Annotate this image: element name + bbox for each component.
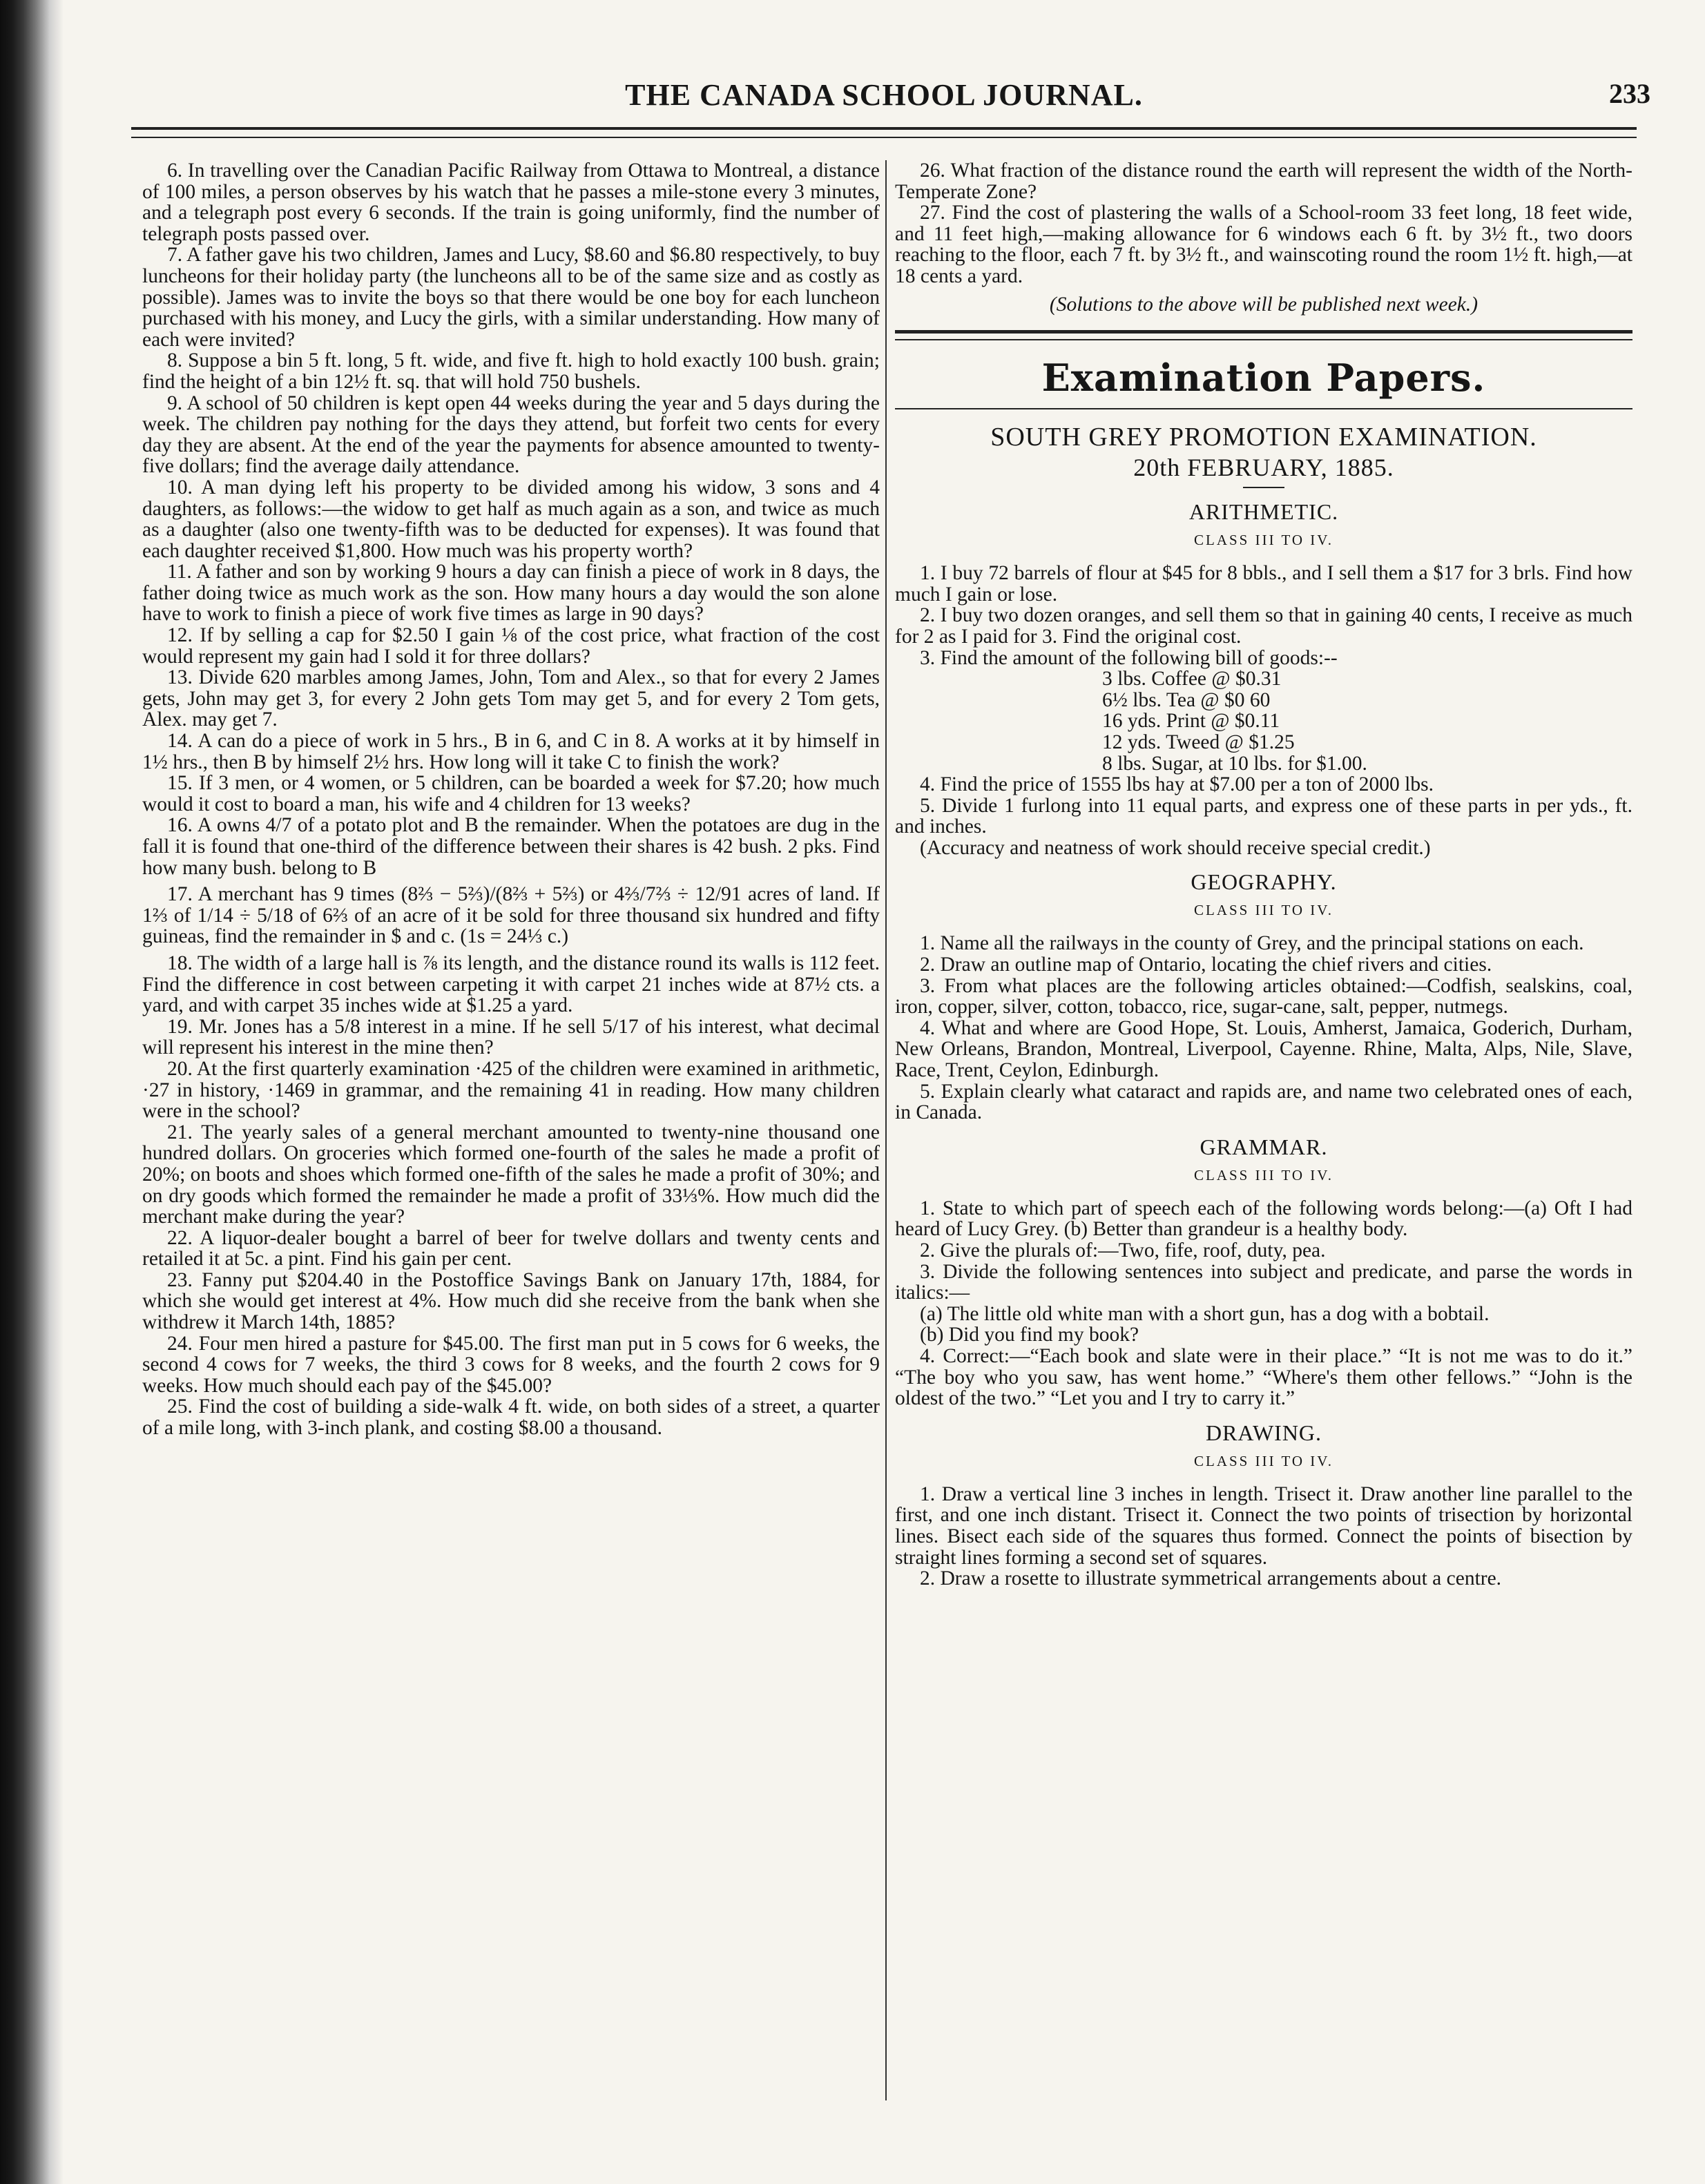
bill-item: 6½ lbs. Tea @ $0 60 bbox=[1102, 688, 1271, 711]
exam-date: 20th FEBRUARY, 1885. bbox=[1133, 454, 1394, 482]
class-label-grammar: CLASS III TO IV. bbox=[1193, 1166, 1334, 1183]
subject-arithmetic: ARITHMETIC. bbox=[1188, 499, 1339, 525]
grammar-q3b: (b) Did you find my book? bbox=[920, 1324, 1139, 1346]
geography-q4: 4. What and where are Good Hope, St. Louis, Amherst, Jamaica, Goderich, Durham, New Orleans, Brandon, Montreal, Liverpool, Cayenne. Rhine, Malta, Alps, Nile, Slave, Race, Trent, Ceylon, Edinburgh. bbox=[895, 1016, 1632, 1082]
problem-11: 11. A father and son by working 9 hours a day can finish a piece of work in 8 days, the father doing twice as much work as the son. How many hours a day would the son alone have to work to finish a piece of work five times as large in 90 days? bbox=[142, 561, 880, 626]
problem-20: 20. At the first quarterly examination ·425 of the children were examined in arithmetic, ·27 in history, ·1469 in grammar, and the remaining 41 in reading. How many children were in the school? bbox=[142, 1057, 880, 1123]
arithmetic-q3: 3. Find the amount of the following bill of goods:-- bbox=[920, 646, 1338, 669]
page-number: 233 bbox=[1609, 78, 1650, 109]
problem-21: 21. The yearly sales of a general merchant amounted to twenty-nine thousand one hundred dollars. On groceries which formed one-fourth of the sales he made a profit of 20%; on boots and shoes which formed one-fifth of the sales he made a profit of 30%; and on dry goods which formed the remainder he made a profit of 33⅓%. How much did the merchant make during the year? bbox=[142, 1121, 880, 1228]
bill-item: 12 yds. Tweed @ $1.25 bbox=[1102, 731, 1295, 753]
bill-item: 3 lbs. Coffee @ $0.31 bbox=[1102, 668, 1282, 690]
bill-of-goods bbox=[1102, 668, 1632, 774]
arithmetic-q2: 2. I buy two dozen oranges, and sell them so that in gaining 40 cents, I receive as much for 2 as I paid for 3. Find the original cost. bbox=[895, 604, 1632, 648]
exam-title: SOUTH GREY PROMOTION EXAMINATION. bbox=[990, 423, 1537, 452]
grammar-q2: 2. Give the plurals of:—Two, fife, roof, duty, pea. bbox=[920, 1239, 1326, 1262]
problem-17: 17. A merchant has 9 times (8⅔ − 5⅔)/(8⅔ + 5⅔) or 4⅔/7⅔ ÷ 12/91 acres of land. If 1⅔ of 1/14 ÷ 5/18 of 6⅔ of an acre of it be sold for three thousand six hundred and fifty guineas, find the remainder in $ and c. (1s = 24⅓ c.) bbox=[142, 883, 880, 948]
problem-9: 9. A school of 50 children is kept open 44 weeks during the year and 5 days during the week. The children pay nothing for the days they attend, but forfeit two cents for every day they are absent. At the end of the year the payments for absence amounted to twenty-five dollars; find the average daily attendance. bbox=[142, 392, 880, 478]
problem-24: 24. Four men hired a pasture for $45.00. The first man put in 5 cows for 6 weeks, the second 4 cows for 7 weeks, the third 3 cows for 8 weeks, and the fourth 2 cows for 9 weeks. How much should each pay of the $45.00? bbox=[142, 1332, 880, 1397]
problem-19: 19. Mr. Jones has a 5/8 interest in a mine. If he sell 5/17 of his interest, what decimal will represent his interest in the mine then? bbox=[142, 1015, 880, 1059]
grammar-q3: 3. Divide the following sentences into subject and predicate, and parse the words in italics:— bbox=[895, 1260, 1632, 1304]
subject-geography: GEOGRAPHY. bbox=[1191, 869, 1337, 895]
problem-23: 23. Fanny put $204.40 in the Postoffice Savings Bank on January 17th, 1884, for which she would get interest at 4%. How much did she receive from the bank when she withdrew it March 14th, 1885? bbox=[142, 1268, 880, 1334]
drawing-q1: 1. Draw a vertical line 3 inches in length. Trisect it. Draw another line parallel to the first, and one inch distant. Trisect it. Connect the two points of trisection by horizontal lines. Bisect each side of the squares thus formed. Connect the points of bisection by straight lines forming a second set of squares. bbox=[895, 1482, 1632, 1569]
class-label-geography: CLASS III TO IV. bbox=[1193, 902, 1334, 919]
geography-q1: 1. Name all the railways in the county of Grey, and the principal stations on each. bbox=[920, 932, 1584, 955]
arithmetic-q5: 5. Divide 1 furlong into 11 equal parts, and express one of these parts in per yds., ft. and inches. bbox=[895, 794, 1632, 838]
problem-13: 13. Divide 620 marbles among James, John, Tom and Alex., so that for every 2 James gets, John may get 3, for every 2 John gets Tom may get 5, and for every 2 Tom gets, Alex. may get 7. bbox=[142, 666, 880, 731]
drawing-q2: 2. Draw a rosette to illustrate symmetrical arrangements about a centre. bbox=[920, 1567, 1502, 1590]
grammar-q4: 4. Correct:—“Each book and slate were in their place.” “It is not me was to do it.” “The boy who you saw, has went home.” “Where's them other fellows.” “John is the oldest of the two.” “Let you and I try to carry it.” bbox=[895, 1344, 1632, 1410]
page-binding-edge bbox=[0, 0, 64, 2184]
arithmetic-note: (Accuracy and neatness of work should receive special credit.) bbox=[920, 836, 1431, 859]
subject-drawing: DRAWING. bbox=[1205, 1420, 1322, 1445]
grammar-q3a: (a) The little old white man with a short gun, has a dog with a bobtail. bbox=[920, 1302, 1490, 1325]
problem-16: 16. A owns 4/7 of a potato plot and B the remainder. When the potatoes are dug in the fall it is found that one-third of the difference between their shares is 42 bush. 2 pks. Find how many bush. belong to B bbox=[142, 814, 880, 879]
class-label-drawing: CLASS III TO IV. bbox=[1193, 1452, 1334, 1469]
problem-15: 15. If 3 men, or 4 women, or 5 children, can be boarded a week for $7.20; how much would it cost to board a man, his wife and 4 children for 13 weeks? bbox=[142, 772, 880, 815]
section-heading: Examination Papers. bbox=[1041, 356, 1486, 400]
solutions-note: (Solutions to the above will be published next week.) bbox=[1049, 293, 1478, 316]
bill-item: 16 yds. Print @ $0.11 bbox=[1102, 710, 1280, 733]
problem-10: 10. A man dying left his property to be divided among his widow, 3 sons and 4 daughters, as follows:—the widow to get half as much again as a son, and twice as much as a daughter (also one twenty-fifth was to be deducted for expenses). It was found that each daughter received $1,800. How much was his property worth? bbox=[142, 476, 880, 562]
problem-25: 25. Find the cost of building a side-walk 4 ft. wide, on both sides of a street, a quarter of a mile long, with 3-inch plank, and costing $8.00 a thousand. bbox=[142, 1395, 880, 1440]
short-rule bbox=[1243, 487, 1284, 488]
section-rule bbox=[895, 330, 1632, 340]
problem-27: 27. Find the cost of plastering the walls of a School-room 33 feet long, 18 feet wide, and 11 feet high,—making allowance for 6 windows each 6 ft. by 3½ ft., two doors reaching to the floor, each 7 ft. by 3½ ft., and wainscoting round the room 1½ ft. high,—at 18 cents a yard. bbox=[895, 202, 1632, 287]
right-column bbox=[895, 160, 1632, 1589]
arithmetic-q4: 4. Find the price of 1555 lbs hay at $7.00 per a ton of 2000 lbs. bbox=[920, 773, 1434, 796]
journal-title: THE CANADA SCHOOL JOURNAL. bbox=[625, 78, 1143, 112]
problem-6: 6. In travelling over the Canadian Pacific Railway from Ottawa to Montreal, a distance of 100 miles, a person observes by his watch that he passes a mile-stone every 3 minutes, and a telegraph post every 6 seconds. If the train is going uniformly, find the number of telegraph posts passed over. bbox=[142, 160, 880, 245]
geography-q5: 5. Explain clearly what cataract and rapids are, and name two celebrated ones of each, in Canada. bbox=[895, 1080, 1632, 1124]
problem-12: 12. If by selling a cap for $2.50 I gain ⅛ of the cost price, what fraction of the cost would represent my gain had I sold it for three dollars? bbox=[142, 624, 880, 668]
problem-22: 22. A liquor-dealer bought a barrel of beer for twelve dollars and twenty cents and retailed it at 5c. a pint. Find his gain per cent. bbox=[142, 1226, 880, 1270]
problem-8: 8. Suppose a bin 5 ft. long, 5 ft. wide, and five ft. high to hold exactly 100 bush. grain; find the height of a bin 12½ ft. sq. that will hold 750 bushels. bbox=[142, 349, 880, 393]
left-column bbox=[142, 160, 880, 1439]
class-label-arithmetic: CLASS III TO IV. bbox=[1193, 532, 1334, 549]
geography-q3: 3. From what places are the following articles obtained:—Codfish, sealskins, coal, iron, copper, silver, cotton, tobacco, rice, sugar-cane, salt, pepper, nutmegs. bbox=[895, 974, 1632, 1018]
grammar-q1: 1. State to which part of speech each of the following words belong:—(a) Oft I had heard of Lucy Grey. (b) Better than grandeur is a healthy body. bbox=[895, 1197, 1632, 1241]
heading-rule bbox=[895, 408, 1632, 409]
problem-14: 14. A can do a piece of work in 5 hrs., B in 6, and C in 8. A works at it by himself in 1½ hrs., then B by himself 2½ hrs. How long will it take C to finish the work? bbox=[142, 730, 880, 773]
arithmetic-q1: 1. I buy 72 barrels of flour at $45 for 8 bbls., and I sell them a $17 for 3 brls. Find how much I gain or lose. bbox=[895, 562, 1632, 606]
problem-26: 26. What fraction of the distance round the earth will represent the width of the North-Temperate Zone? bbox=[895, 160, 1632, 203]
subject-grammar: GRAMMAR. bbox=[1200, 1134, 1328, 1159]
problem-18: 18. The width of a large hall is ⅞ its length, and the distance round its walls is 112 feet. Find the difference in cost between carpeting it with carpet 21 inches wide at 87½ cts. a yard, and with carpet 35 inches wide at $1.25 a yard. bbox=[142, 951, 880, 1017]
geography-q2: 2. Draw an outline map of Ontario, locating the chief rivers and cities. bbox=[920, 954, 1492, 976]
column-divider bbox=[885, 160, 887, 2100]
problem-7: 7. A father gave his two children, James and Lucy, $8.60 and $6.80 respectively, to buy luncheons for their holiday party (the luncheons all to be of the same size and as costly as possible). James was to invite the boys so that there would be one boy for each luncheon purchased with his money, and Lucy the girls, with a similar understanding. How many of each were invited? bbox=[142, 244, 880, 351]
header-rule bbox=[131, 127, 1637, 138]
bill-item: 8 lbs. Sugar, at 10 lbs. for $1.00. bbox=[1102, 752, 1367, 775]
page-header bbox=[117, 68, 1650, 123]
